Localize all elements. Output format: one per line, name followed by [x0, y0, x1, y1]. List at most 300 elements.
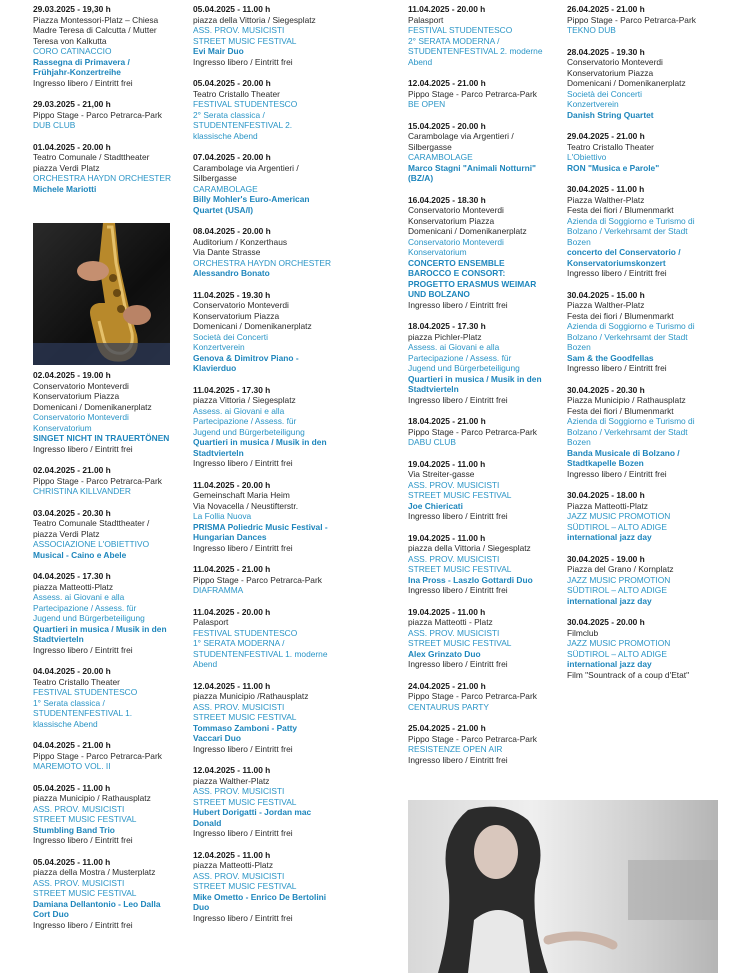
event-entry — [567, 490, 717, 543]
event-venue: Conservatorio Monteverdi — [408, 205, 504, 215]
event-date: 25.04.2025 - 21.00 h — [408, 723, 486, 733]
event-venue: Piazza Montessori-Platz – Chiesa — [33, 14, 159, 25]
event-admission: Ingresso libero / Eintritt frei — [408, 394, 508, 405]
event-venue: Carambolage via Argentieri / — [408, 131, 514, 141]
event-title: CONCERTO ENSEMBLE — [408, 257, 505, 268]
event-organizer: STUDENTENFESTIVAL 1. moderne — [193, 648, 328, 659]
event-date: 12.04.2025 - 21.00 h — [408, 78, 486, 88]
event-admission: Ingresso libero / Eintritt frei — [193, 458, 293, 468]
event-organizer: CHRISTINA KILLVANDER — [33, 486, 131, 496]
event-date: 02.04.2025 - 21.00 h — [33, 465, 111, 475]
event-entry — [33, 666, 183, 729]
event-venue: Konservatorium Piazza — [33, 391, 120, 401]
event-organizer: STREET MUSIC FESTIVAL — [33, 888, 137, 898]
event-title: Hubert Dorigatti - Jordan mac — [193, 807, 312, 817]
event-entry — [408, 723, 560, 765]
event-venue: Conservatorio Monteverdi — [193, 300, 289, 310]
event-organizer: ASS. PROV. MUSICISTI — [193, 870, 285, 881]
event-date: 01.04.2025 - 20.00 h — [33, 141, 111, 152]
event-entry — [33, 508, 183, 561]
event-venue: Piazza del Grano / Kornplatz — [567, 564, 674, 574]
event-entry — [408, 533, 560, 596]
event-admission: Ingresso libero / Eintritt frei — [33, 443, 133, 454]
event-title: Sam & the Goodfellas — [567, 352, 654, 363]
event-date: 07.04.2025 - 20.00 h — [193, 152, 271, 162]
event-organizer: Assess. ai Giovani e alla — [408, 342, 500, 352]
event-date: 24.04.2025 - 21.00 h — [408, 680, 486, 691]
event-title: Stadtvierteln — [193, 447, 244, 458]
event-organizer: 2° SERATA MODERNA / — [408, 35, 500, 46]
event-date: 18.04.2025 - 21.00 h — [408, 416, 486, 426]
event-venue: Via Novacella / Neustifterstr. — [193, 500, 299, 511]
event-organizer: JAZZ MUSIC PROMOTION — [567, 511, 671, 521]
event-organizer: CENTAURUS PARTY — [408, 701, 489, 712]
event-organizer: ASS. PROV. MUSICISTI — [408, 553, 500, 564]
event-date: 11.04.2025 - 19.30 h — [193, 289, 271, 300]
event-entry — [408, 607, 560, 670]
event-venue: Pippo Stage - Parco Petrarca-Park — [193, 574, 322, 585]
event-title: Mike Ometto - Enrico De Bertolini — [193, 891, 327, 902]
event-venue: Teatro Cristallo Theater — [193, 88, 280, 99]
event-organizer: STUDENTENFESTIVAL 1. — [33, 708, 133, 718]
event-venue: Teresa von Kalkutta — [33, 35, 107, 46]
event-entry — [33, 99, 183, 131]
event-title: Marco Stagni "Animali Notturni" — [408, 162, 536, 173]
event-venue: piazza Verdi Platz — [33, 528, 100, 539]
event-venue: piazza Matteotti-Platz — [193, 860, 274, 870]
event-venue: Konservatorium Piazza — [193, 310, 280, 321]
event-venue: Palasport — [193, 617, 229, 627]
event-date: 04.04.2025 - 21.00 h — [33, 740, 111, 750]
event-title: Alex Grinzato Duo — [408, 648, 481, 659]
event-organizer: FESTIVAL STUDENTESCO — [33, 687, 138, 697]
event-organizer: JAZZ MUSIC PROMOTION — [567, 574, 671, 585]
event-organizer: ASS. PROV. MUSICISTI — [408, 479, 500, 490]
event-entry — [193, 607, 353, 670]
event-organizer: ORCHESTRA HAYDN ORCHESTER — [193, 257, 332, 268]
event-organizer: 2° Serata classica / — [193, 109, 265, 120]
event-date: 12.04.2025 - 11.00 h — [193, 849, 271, 860]
event-entry — [33, 783, 183, 846]
event-venue: Teatro Comunale / Stadttheater — [33, 152, 150, 162]
event-date: 11.04.2025 - 21.00 h — [193, 564, 271, 574]
event-entry — [567, 184, 717, 279]
event-organizer: CORO CATINACCIO — [33, 46, 112, 56]
event-organizer: Azienda di Soggiorno e Turismo di — [567, 416, 695, 426]
event-admission: Ingresso libero / Eintritt frei — [33, 919, 133, 930]
schedule-column-1 — [33, 4, 183, 941]
event-organizer: STREET MUSIC FESTIVAL — [193, 796, 297, 807]
event-entry — [408, 78, 560, 110]
event-organizer: Partecipazione / Assess. für — [408, 352, 512, 363]
event-organizer: L'Obiettivo — [567, 152, 607, 162]
event-organizer: Konzertverein — [567, 99, 619, 109]
event-venue: Pippo Stage - Parco Petrarca-Park — [567, 14, 696, 25]
event-organizer: STREET MUSIC FESTIVAL — [408, 490, 512, 500]
event-organizer: ASS. PROV. MUSICISTI — [193, 25, 285, 35]
event-organizer: TEKNO DUB — [567, 25, 616, 35]
event-date: 19.04.2025 - 11.00 h — [408, 458, 486, 469]
event-organizer: Azienda di Soggiorno e Turismo di — [567, 215, 695, 226]
event-title: Michele Mariotti — [33, 183, 97, 194]
event-date: 15.04.2025 - 20.00 h — [408, 120, 486, 131]
event-venue: Gemeinschaft Maria Heim — [193, 490, 290, 500]
event-organizer: Konservatorium — [33, 422, 92, 433]
event-entry — [567, 290, 717, 374]
event-title: Hungarian Dances — [193, 532, 267, 542]
event-title: Musical - Caino e Abele — [33, 549, 127, 560]
event-admission: Ingresso libero / Eintritt frei — [567, 268, 667, 278]
event-venue: piazza della Vittoria / Siegesplatz — [408, 543, 531, 553]
event-entry — [408, 195, 560, 311]
event-title: Banda Musicale di Bolzano / — [567, 447, 680, 458]
event-admission: Ingresso libero / Eintritt frei — [567, 363, 667, 373]
event-organizer: ASS. PROV. MUSICISTI — [33, 803, 125, 814]
event-date: 18.04.2025 - 17.30 h — [408, 321, 486, 331]
event-title: Stumbling Band Trio — [33, 824, 115, 835]
event-organizer: STREET MUSIC FESTIVAL — [408, 638, 512, 648]
event-organizer: ORCHESTRA HAYDN ORCHESTER — [33, 173, 172, 183]
event-title: Alessandro Bonato — [193, 268, 270, 278]
event-venue: Piazza Matteotti-Platz — [567, 500, 648, 511]
event-title: Duo — [193, 902, 210, 912]
event-venue: Carambolage via Argentieri / — [193, 162, 299, 173]
event-title: Donald — [193, 817, 222, 828]
singer-icon — [408, 800, 718, 973]
event-date: 03.04.2025 - 20.30 h — [33, 507, 111, 518]
event-venue: Pippo Stage - Parco Petrarca-Park — [33, 109, 162, 120]
event-date: 30.04.2025 - 15.00 h — [567, 289, 645, 300]
event-venue: Via Dante Strasse — [193, 247, 261, 257]
event-entry — [408, 321, 560, 405]
event-venue: Piazza Walther-Platz — [567, 194, 645, 205]
event-date: 16.04.2025 - 18.30 h — [408, 194, 486, 205]
event-venue: Konservatorium Piazza — [408, 215, 495, 226]
event-organizer: Bozen — [567, 342, 591, 352]
event-venue: Festa dei fiori / Blumenmarkt — [567, 205, 674, 215]
event-venue: Piazza Municipio / Rathausplatz — [567, 395, 686, 405]
event-organizer: Bolzano / Verkehrsamt der Stadt — [567, 426, 688, 437]
event-title: UND BOLZANO — [408, 289, 470, 299]
event-organizer: DABU CLUB — [408, 437, 456, 447]
event-venue: Pippo Stage - Parco Petrarca-Park — [408, 691, 537, 701]
event-organizer: klassische Abend — [193, 130, 258, 141]
event-venue: Pippo Stage - Parco Petrarca-Park — [408, 733, 537, 744]
event-date: 30.04.2025 - 20.00 h — [567, 617, 645, 627]
event-organizer: 1° SERATA MODERNA / — [193, 638, 285, 648]
event-date: 04.04.2025 - 20.00 h — [33, 666, 111, 676]
event-entry — [567, 131, 717, 173]
event-date: 30.04.2025 - 11.00 h — [567, 184, 645, 194]
event-date: 05.04.2025 - 20.00 h — [193, 78, 271, 88]
event-venue: piazza Pichler-Platz — [408, 331, 482, 342]
event-entry — [567, 47, 717, 121]
event-organizer: Abend — [193, 659, 218, 669]
event-venue: Festa dei fiori / Blumenmarkt — [567, 310, 674, 321]
event-venue: Filmclub — [567, 627, 599, 638]
event-organizer: Società dei Concerti — [567, 88, 642, 99]
event-venue: Madre Teresa di Calcutta / Mutter — [33, 25, 157, 35]
event-admission: Ingresso libero / Eintritt frei — [193, 912, 293, 923]
event-admission: Ingresso libero / Eintritt frei — [33, 77, 133, 88]
event-title: Quartieri in musica / Musik in den — [408, 373, 542, 384]
event-venue: Silbergasse — [193, 173, 237, 183]
event-entry — [33, 740, 183, 772]
event-organizer: ASS. PROV. MUSICISTI — [193, 701, 285, 712]
event-date: 26.04.2025 - 21.00 h — [567, 4, 645, 14]
event-organizer: Jugend und Bürgerbeteiligung — [33, 613, 145, 623]
event-date: 30.04.2025 - 19.00 h — [567, 553, 645, 564]
event-title: Quartet (USA/I) — [193, 204, 254, 215]
event-admission: Ingresso libero / Eintritt frei — [408, 511, 508, 521]
event-title: Stadtvierteln — [33, 634, 84, 644]
event-date: 29.03.2025 - 19,30 h — [33, 4, 111, 14]
event-venue: piazza della Mostra / Musterplatz — [33, 867, 156, 877]
event-admission: Ingresso libero / Eintritt frei — [193, 743, 293, 754]
event-date: 11.04.2025 - 20.00 h — [193, 479, 271, 490]
event-organizer: SÜDTIROL – ALTO ADIGE — [567, 585, 667, 595]
event-venue: Konservatorium Piazza — [567, 67, 654, 78]
event-entry — [33, 857, 183, 931]
event-admission: Ingresso libero / Eintritt frei — [408, 659, 508, 669]
event-entry — [193, 480, 353, 554]
event-venue: piazza Vittoria / Siegesplatz — [193, 395, 296, 405]
event-entry — [408, 121, 560, 184]
event-admission: Ingresso libero / Eintritt frei — [193, 56, 293, 67]
event-admission: Ingresso libero / Eintritt frei — [33, 835, 133, 845]
event-entry — [193, 564, 353, 596]
event-organizer: STREET MUSIC FESTIVAL — [408, 564, 512, 574]
event-date: 12.04.2025 - 11.00 h — [193, 680, 271, 691]
event-organizer: RESISTENZE OPEN AIR — [408, 744, 503, 754]
event-venue: Domenicani / Domenikanerplatz — [567, 78, 686, 88]
event-note: Film "Sountrack of a coup d'Etat" — [567, 669, 690, 680]
event-organizer: ASS. PROV. MUSICISTI — [408, 627, 500, 638]
event-organizer: ASSOCIAZIONE L'OBIETTIVO — [33, 539, 150, 549]
event-organizer: BE OPEN — [408, 99, 446, 109]
event-venue: piazza Matteotti-Platz — [33, 581, 114, 592]
event-date: 04.04.2025 - 17.30 h — [33, 571, 111, 581]
event-organizer: ASS. PROV. MUSICISTI — [193, 786, 285, 796]
event-entry — [567, 385, 717, 480]
event-entry — [193, 78, 353, 141]
event-venue: Piazza Walther-Platz — [567, 300, 645, 310]
event-venue: Pippo Stage - Parco Petrarca-Park — [408, 88, 537, 99]
event-venue: Conservatorio Monteverdi — [567, 57, 663, 67]
event-title: Stadtvierteln — [408, 384, 459, 394]
event-organizer: SÜDTIROL – ALTO ADIGE — [567, 648, 667, 659]
event-organizer: FESTIVAL STUDENTESCO — [408, 25, 513, 35]
event-entry — [408, 681, 560, 713]
event-title: PRISMA Poliedric Music Festival - — [193, 521, 328, 532]
event-title: Quartieri in musica / Musik in den — [193, 437, 327, 447]
event-date: 08.04.2025 - 20.00 h — [193, 226, 271, 236]
event-entry — [408, 4, 560, 67]
event-organizer: La Follia Nuova — [193, 511, 252, 521]
event-organizer: ASS. PROV. MUSICISTI — [33, 877, 125, 888]
event-organizer: JAZZ MUSIC PROMOTION — [567, 638, 671, 648]
event-admission: Ingresso libero / Eintritt frei — [408, 754, 508, 765]
event-entry — [193, 290, 353, 374]
event-title: Danish String Quartet — [567, 109, 654, 120]
event-entry — [33, 465, 183, 497]
event-organizer: STREET MUSIC FESTIVAL — [193, 35, 297, 46]
event-date: 28.04.2025 - 19.30 h — [567, 46, 645, 57]
event-title: Frühjahr-Konzertreihe — [33, 67, 121, 77]
event-admission: Ingresso libero / Eintritt frei — [408, 585, 508, 595]
event-organizer: STUDENTENFESTIVAL 2. — [193, 120, 293, 130]
event-date: 11.04.2025 - 20.00 h — [193, 606, 271, 617]
event-organizer: FESTIVAL STUDENTESCO — [193, 99, 298, 109]
event-venue: piazza Matteotti - Platz — [408, 617, 493, 627]
event-organizer: Bozen — [567, 437, 591, 447]
event-venue: Teatro Cristallo Theater — [33, 676, 120, 687]
event-date: 12.04.2025 - 11.00 h — [193, 765, 271, 775]
event-organizer: 1° Serata classica / — [33, 697, 105, 708]
event-organizer: Bolzano / Verkehrsamt der Stadt — [567, 331, 688, 342]
event-title: Rassegna di Primavera / — [33, 56, 130, 67]
event-title: international jazz day — [567, 595, 652, 606]
event-organizer: CARAMBOLAGE — [193, 183, 258, 194]
event-entry — [567, 554, 717, 607]
event-venue: Domenicani / Domenikanerplatz — [33, 401, 152, 412]
event-title: international jazz day — [567, 532, 652, 542]
event-entry — [567, 617, 717, 680]
event-venue: Teatro Comunale Stadttheater / — [33, 518, 150, 528]
event-title: (BZ/A) — [408, 173, 434, 183]
event-admission: Ingresso libero / Eintritt frei — [193, 542, 293, 553]
event-venue: Teatro Cristallo Theater — [567, 141, 654, 152]
event-venue: Domenicani / Domenikanerplatz — [193, 321, 312, 331]
event-organizer: Jugend und Bürgerbeteiligung — [193, 426, 305, 437]
event-date: 29.04.2025 - 21.00 h — [567, 131, 645, 141]
event-entry — [33, 4, 183, 88]
event-organizer: Jugend und Bürgerbeteiligung — [408, 363, 520, 373]
event-admission: Ingresso libero / Eintritt frei — [193, 828, 293, 838]
event-entry — [193, 385, 353, 469]
event-entry — [193, 152, 353, 215]
event-date: 11.04.2025 - 20.00 h — [408, 4, 486, 14]
event-date: 19.04.2025 - 11.00 h — [408, 606, 486, 617]
event-title: Klavierduo — [193, 363, 237, 373]
event-date: 30.04.2025 - 18.00 h — [567, 490, 645, 500]
event-entry — [193, 681, 353, 755]
event-date: 05.04.2025 - 11.00 h — [33, 782, 111, 793]
event-title: Joe Chiericati — [408, 500, 463, 511]
event-date: 11.04.2025 - 17.30 h — [193, 384, 271, 395]
event-venue: Pippo Stage - Parco Petrarca-Park — [33, 750, 162, 761]
event-organizer: Assess. ai Giovani e alla — [33, 592, 125, 602]
event-organizer: DIAFRAMMA — [193, 585, 244, 595]
event-title: Tommaso Zamboni - Patty — [193, 722, 298, 733]
event-organizer: Konservatorium — [408, 247, 467, 257]
event-organizer: STREET MUSIC FESTIVAL — [193, 881, 297, 891]
event-venue: Domenicani / Domenikanerplatz — [408, 226, 527, 236]
event-organizer: Abend — [408, 56, 433, 67]
event-organizer: Bolzano / Verkehrsamt der Stadt — [567, 226, 688, 236]
event-organizer: FESTIVAL STUDENTESCO — [193, 627, 298, 638]
event-organizer: Società dei Concerti — [193, 331, 268, 342]
event-title: Ina Pross - Laszlo Gottardi Duo — [408, 574, 533, 585]
event-title: Genova & Dimitrov Piano - — [193, 352, 299, 363]
event-date: 02.04.2025 - 19.00 h — [33, 370, 111, 380]
event-title: BAROCCO E CONSORT: — [408, 268, 506, 278]
schedule-column-3 — [408, 4, 560, 776]
event-organizer: STUDENTENFESTIVAL 2. moderne — [408, 46, 543, 56]
event-organizer: Assess. ai Giovani e alla — [193, 405, 285, 416]
event-admission: Ingresso libero / Eintritt frei — [33, 644, 133, 655]
event-venue: piazza Municipio / Rathausplatz — [33, 793, 151, 803]
event-organizer: CARAMBOLAGE — [408, 152, 473, 162]
event-title: international jazz day — [567, 659, 652, 669]
event-organizer: Partecipazione / Assess. für — [33, 602, 137, 613]
event-title: concerto del Conservatorio / — [567, 247, 681, 257]
schedule-column-2 — [193, 4, 353, 934]
event-venue: Via Streiter-gasse — [408, 469, 475, 479]
event-date: 29.03.2025 - 21,00 h — [33, 99, 111, 109]
event-title: Evi Mair Duo — [193, 46, 244, 56]
event-entry — [408, 459, 560, 522]
event-date: 19.04.2025 - 11.00 h — [408, 532, 486, 543]
event-organizer: STREET MUSIC FESTIVAL — [33, 814, 137, 824]
event-venue: piazza della Vittoria / Siegesplatz — [193, 14, 316, 25]
event-organizer: MAREMOTO VOL. II — [33, 761, 111, 771]
event-title: Cort Duo — [33, 909, 69, 919]
event-organizer: Conservatorio Monteverdi — [408, 236, 504, 247]
event-organizer: DUB CLUB — [33, 120, 76, 130]
event-venue: Pippo Stage - Parco Petrarca-Park — [408, 426, 537, 437]
event-venue: Pippo Stage - Parco Petrarca-Park — [33, 475, 162, 486]
event-organizer: Konzertverein — [193, 342, 245, 352]
event-title: SINGET NICHT IN TRAUERTÖNEN — [33, 433, 170, 443]
event-venue: piazza Verdi Platz — [33, 162, 100, 173]
event-organizer: Partecipazione / Assess. für — [193, 416, 297, 426]
event-admission: Ingresso libero / Eintritt frei — [408, 299, 508, 310]
event-venue: Auditorium / Konzerthaus — [193, 236, 288, 247]
event-venue: Palasport — [408, 14, 444, 25]
event-title: Quartieri in musica / Musik in den — [33, 623, 167, 634]
event-entry — [33, 370, 183, 454]
event-entry — [193, 850, 353, 924]
schedule-column-4 — [567, 4, 717, 691]
event-title: Stadtkapelle Bozen — [567, 458, 644, 468]
event-venue: Conservatorio Monteverdi — [33, 380, 129, 391]
event-organizer: STREET MUSIC FESTIVAL — [193, 712, 297, 722]
event-organizer: Azienda di Soggiorno e Turismo di — [567, 321, 695, 331]
event-title: Vaccari Duo — [193, 733, 241, 743]
event-entry — [33, 142, 183, 195]
event-date: 30.04.2025 - 20.30 h — [567, 384, 645, 395]
event-entry — [408, 416, 560, 448]
event-organizer: Conservatorio Monteverdi — [33, 412, 129, 422]
event-entry — [567, 4, 717, 36]
event-title: Damiana Dellantonio - Leo Dalla — [33, 898, 161, 909]
event-title: Konservatoriumskonzert — [567, 257, 666, 268]
event-organizer: Bozen — [567, 236, 591, 247]
event-entry — [193, 226, 353, 279]
event-title: RON "Musica e Parole" — [567, 162, 660, 173]
event-organizer: klassische Abend — [33, 718, 98, 729]
event-venue: piazza Municipio /Rathausplatz — [193, 691, 309, 701]
event-admission: Ingresso libero / Eintritt frei — [567, 468, 667, 479]
event-entry — [193, 765, 353, 839]
event-date: 05.04.2025 - 11.00 h — [33, 856, 111, 867]
event-entry — [193, 4, 353, 67]
event-title: Billy Mohler's Euro-American — [193, 194, 310, 204]
event-venue: Silbergasse — [408, 141, 452, 152]
event-venue: Festa dei fiori / Blumenmarkt — [567, 405, 674, 416]
event-date: 05.04.2025 - 11.00 h — [193, 4, 271, 14]
